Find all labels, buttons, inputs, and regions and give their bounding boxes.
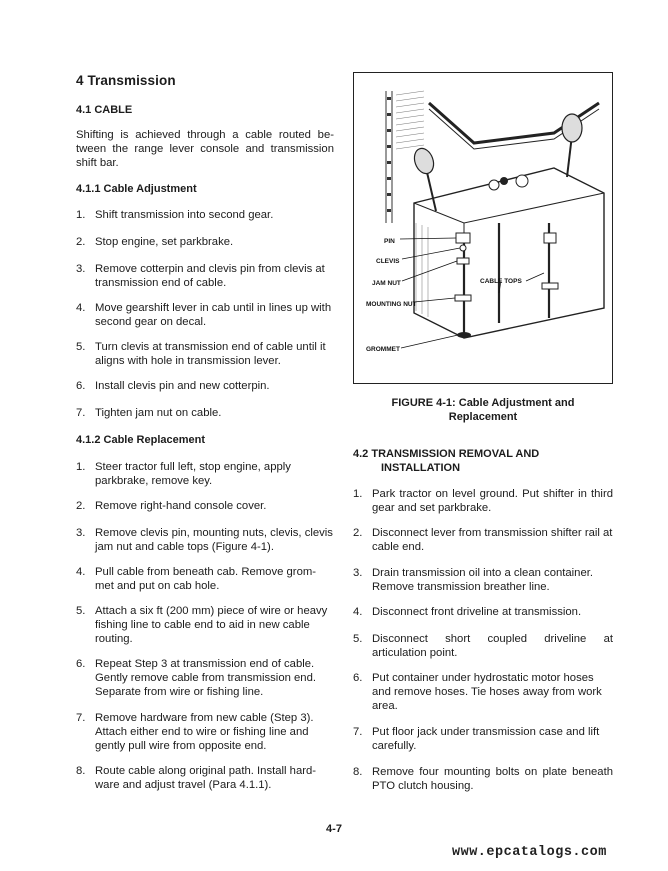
step-number: 8. <box>76 765 86 777</box>
list-item <box>76 764 334 792</box>
step-text: Steer tractor full left, stop engine, apply parkbrake, remove key. <box>95 461 291 487</box>
step-text: Turn clevis at transmission end of cable until it aligns with hole in transmission lever. <box>95 341 326 367</box>
step-number: 7. <box>76 407 86 419</box>
label-clevis: CLEVIS <box>376 258 400 265</box>
figure-cable-adjustment <box>353 72 613 384</box>
step-number: 5. <box>76 605 86 617</box>
step-text: Remove cotterpin and clevis pin from clevis at transmission end of cable. <box>95 263 325 289</box>
label-jam-nut: JAM NUT <box>372 280 401 287</box>
step-text: Route cable along original path. Install hard- ware and adjust travel (Para 4.1.1). <box>95 765 317 791</box>
list-item <box>353 526 613 554</box>
list-item <box>76 711 334 753</box>
step-number: 6. <box>76 380 86 392</box>
step-number: 6. <box>76 658 86 670</box>
list-item <box>76 235 334 249</box>
list-item <box>353 671 613 713</box>
step-number: 3. <box>353 567 363 579</box>
list-item <box>76 208 334 222</box>
step-text: Pull cable from beneath cab. Remove grom- met and put on cab hole. <box>95 566 317 592</box>
section-4-2-title <box>353 447 539 475</box>
step-number: 5. <box>353 633 363 645</box>
list-item <box>353 765 613 793</box>
step-text: Stop engine, set parkbrake. <box>95 236 234 248</box>
list-item <box>353 632 613 660</box>
step-number: 6. <box>353 672 363 684</box>
step-number: 7. <box>353 726 363 738</box>
list-item <box>353 487 613 515</box>
section-4-2-title-line-1: 4.2 TRANSMISSION REMOVAL AND <box>353 448 540 460</box>
caption-line-1: FIGURE 4-1: Cable Adjustment and <box>391 397 575 409</box>
step-number: 1. <box>76 209 86 221</box>
step-number: 8. <box>353 766 363 778</box>
label-grommet: GROMMET <box>366 346 400 353</box>
list-item <box>353 566 613 594</box>
cable-illustration <box>354 73 614 385</box>
step-text: Tighten jam nut on cable. <box>95 407 222 419</box>
step-text: Shift transmission into second gear. <box>95 209 274 221</box>
step-text: Disconnect short coupled driveline at articulation point. <box>372 633 613 659</box>
section-4-1-intro: Shifting is achieved through a cable routed be- tween the range lever console and transmission shift bar. <box>76 129 334 169</box>
step-number: 5. <box>76 341 86 353</box>
list-item <box>353 725 613 753</box>
step-text: Put container under hydrostatic motor hoses and remove hoses. Tie hoses away from work area. <box>372 672 602 712</box>
step-text: Repeat Step 3 at transmission end of cable. Gently remove cable from transmission end. Separate from wire or fishing line. <box>95 658 317 698</box>
step-text: Remove four mounting bolts on plate beneath PTO clutch housing. <box>372 766 613 792</box>
list-item <box>76 340 334 368</box>
label-mounting-nut: MOUNTING NUT <box>366 301 417 308</box>
step-text: Remove right-hand console cover. <box>95 500 267 512</box>
list-item <box>76 565 334 593</box>
step-text: Remove clevis pin, mounting nuts, clevis, clevis jam nut and cable tops (Figure 4-1). <box>95 527 333 553</box>
step-text: Park tractor on level ground. Put shifter in third gear and set parkbrake. <box>372 488 613 514</box>
list-item <box>76 301 334 329</box>
list-item <box>76 499 334 513</box>
step-number: 7. <box>76 712 86 724</box>
step-number: 4. <box>353 606 363 618</box>
step-text: Disconnect front driveline at transmission. <box>372 606 582 618</box>
section-heading: 4 Transmission <box>76 73 176 88</box>
page-number: 4-7 <box>326 823 342 835</box>
list-item <box>76 262 334 290</box>
list-item <box>76 460 334 488</box>
step-number: 1. <box>76 461 86 473</box>
label-pin: PIN <box>384 238 395 245</box>
list-item <box>76 604 334 646</box>
step-number: 2. <box>76 500 86 512</box>
step-text: Attach a six ft (200 mm) piece of wire or heavy fishing line to cable end to aid in new cable routing. <box>95 605 328 645</box>
step-number: 3. <box>76 263 86 275</box>
step-number: 2. <box>353 527 363 539</box>
list-item <box>76 526 334 554</box>
list-item <box>353 605 613 619</box>
step-text: Drain transmission oil into a clean container. Remove transmission breather line. <box>372 567 594 593</box>
step-text: Disconnect lever from transmission shifter rail at cable end. <box>372 527 613 553</box>
caption-line-2: Replacement <box>448 411 518 423</box>
step-text: Install clevis pin and new cotterpin. <box>95 380 270 392</box>
section-4-1-1-title: 4.1.1 Cable Adjustment <box>76 183 197 195</box>
section-4-1-title: 4.1 CABLE <box>76 104 133 116</box>
watermark: www.epcatalogs.com <box>452 845 607 860</box>
step-text: Move gearshift lever in cab until in lines up with second gear on decal. <box>95 302 332 328</box>
section-4-2-title-line-2: INSTALLATION <box>381 462 461 474</box>
figure-caption <box>353 396 613 424</box>
step-number: 4. <box>76 566 86 578</box>
section-4-1-2-title: 4.1.2 Cable Replacement <box>76 434 206 446</box>
list-item <box>76 657 334 699</box>
step-number: 3. <box>76 527 86 539</box>
step-number: 2. <box>76 236 86 248</box>
list-item <box>76 379 334 393</box>
step-number: 4. <box>76 302 86 314</box>
step-text: Remove hardware from new cable (Step 3). Attach either end to wire or fishing line and gently pull wire from opposite end. <box>95 712 314 752</box>
step-number: 1. <box>353 488 363 500</box>
list-item <box>76 406 334 420</box>
step-text: Put floor jack under transmission case and lift carefully. <box>372 726 600 752</box>
label-cable-tops: CABLE TOPS <box>480 278 522 285</box>
